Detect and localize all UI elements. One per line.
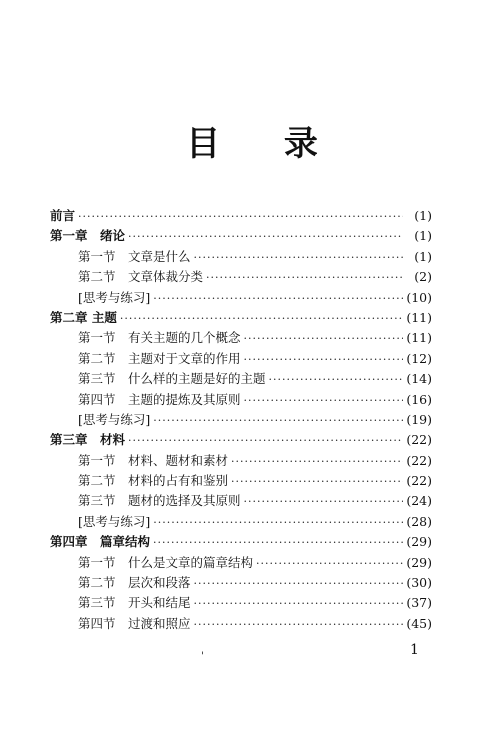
toc-entry-section: [50, 573, 432, 593]
toc-entry-label: 第二节 层次和段落: [78, 575, 191, 591]
dot-leader: [206, 271, 403, 284]
dot-leader: [78, 210, 403, 223]
toc-entry-section: [50, 349, 432, 369]
toc-entry-page: (45): [406, 615, 432, 631]
toc-entry-section: [50, 512, 432, 532]
toc-entry-chapter: [50, 308, 432, 328]
toc-entry-page: (22): [406, 432, 432, 448]
dot-leader: [244, 353, 403, 366]
toc-entry-section: [50, 410, 432, 430]
toc-entry-section: [50, 553, 432, 573]
toc-entry-page: (37): [406, 595, 432, 611]
toc-entry-section: [50, 491, 432, 511]
toc-entry-page: (2): [414, 269, 432, 285]
toc-entry-label: 第一章 绪论: [50, 228, 126, 244]
toc-entry-label: 第一节 文章是什么: [78, 248, 191, 264]
toc-entry-page: (10): [406, 289, 432, 305]
page-number: 1: [410, 642, 419, 658]
toc-entry-section: [50, 390, 432, 410]
toc-entry-page: (19): [406, 411, 432, 427]
toc-entry-label: 第一节 材料、题材和素材: [78, 452, 229, 468]
table-of-contents: [50, 206, 432, 634]
toc-entry-label: 第三章 材料: [50, 432, 126, 448]
dot-leader: [231, 455, 403, 468]
toc-entry-page: (29): [406, 554, 432, 570]
toc-entry-page: (1): [414, 248, 432, 264]
toc-entry-label: 第三节 什么样的主题是好的主题: [78, 371, 266, 387]
toc-entry-page: (11): [406, 330, 432, 346]
toc-entry-page: (22): [406, 473, 432, 489]
toc-entry-page: (16): [406, 391, 432, 407]
toc-entry-section: [50, 593, 432, 613]
toc-entry-section: [50, 328, 432, 348]
toc-entry-section: [50, 451, 432, 471]
toc-entry-page: (11): [406, 309, 432, 325]
dot-leader: [153, 414, 403, 427]
toc-entry-page: (29): [406, 534, 432, 550]
toc-entry-page: (1): [414, 208, 432, 223]
toc-entry-section: [50, 267, 432, 287]
toc-entry-chapter: [50, 430, 432, 450]
toc-entry-label: 第四章 篇章结构: [50, 534, 151, 550]
page-title: 目 录: [186, 124, 344, 164]
dot-leader: [120, 312, 403, 325]
print-mark: ': [201, 651, 204, 662]
toc-entry-page: (30): [406, 575, 432, 591]
toc-entry-label: 前言: [50, 208, 76, 223]
toc-entry-label: [思考与练习]: [78, 289, 151, 305]
toc-entry-page: (24): [406, 493, 432, 509]
toc-entry-page: (1): [414, 228, 432, 244]
toc-entry-label: 第三节 开头和结尾: [78, 595, 191, 611]
toc-entry-label: 第一节 什么是文章的篇章结构: [78, 554, 254, 570]
toc-entry-page: (12): [406, 350, 432, 366]
dot-leader: [244, 495, 403, 508]
toc-entry-page: (22): [406, 452, 432, 468]
toc-entry-chapter: [50, 226, 432, 246]
dot-leader: [244, 332, 403, 345]
toc-entry-section: [50, 614, 432, 634]
dot-leader: [128, 230, 403, 243]
toc-entry-chapter: [50, 532, 432, 552]
dot-leader: [256, 557, 403, 570]
dot-leader: [153, 292, 403, 305]
toc-entry-front: [50, 206, 432, 226]
dot-leader: [194, 251, 403, 264]
toc-entry-label: 第四节 主题的提炼及其原则: [78, 391, 241, 407]
toc-entry-label: [思考与练习]: [78, 513, 151, 529]
toc-entry-label: 第二节 文章体裁分类: [78, 269, 204, 285]
toc-entry-label: 第二节 主题对于文章的作用: [78, 350, 241, 366]
toc-entry-label: 第三节 题材的选择及其原则: [78, 493, 241, 509]
toc-entry-label: 第四节 过渡和照应: [78, 615, 191, 631]
dot-leader: [244, 394, 403, 407]
toc-entry-label: 第二章 主题: [50, 309, 117, 325]
toc-entry-label: 第二节 材料的占有和鉴别: [78, 473, 229, 489]
dot-leader: [194, 597, 403, 610]
toc-entry-page: (14): [406, 371, 432, 387]
toc-entry-section: [50, 471, 432, 491]
dot-leader: [194, 618, 403, 631]
dot-leader: [194, 577, 403, 590]
toc-entry-section: [50, 247, 432, 267]
toc-entry-section: [50, 288, 432, 308]
dot-leader: [153, 536, 403, 549]
toc-entry-section: [50, 369, 432, 389]
dot-leader: [153, 516, 403, 529]
toc-entry-label: 第一节 有关主题的几个概念: [78, 330, 241, 346]
dot-leader: [128, 434, 403, 447]
toc-entry-page: (28): [406, 513, 432, 529]
dot-leader: [269, 373, 403, 386]
toc-entry-label: [思考与练习]: [78, 411, 151, 427]
dot-leader: [231, 475, 403, 488]
